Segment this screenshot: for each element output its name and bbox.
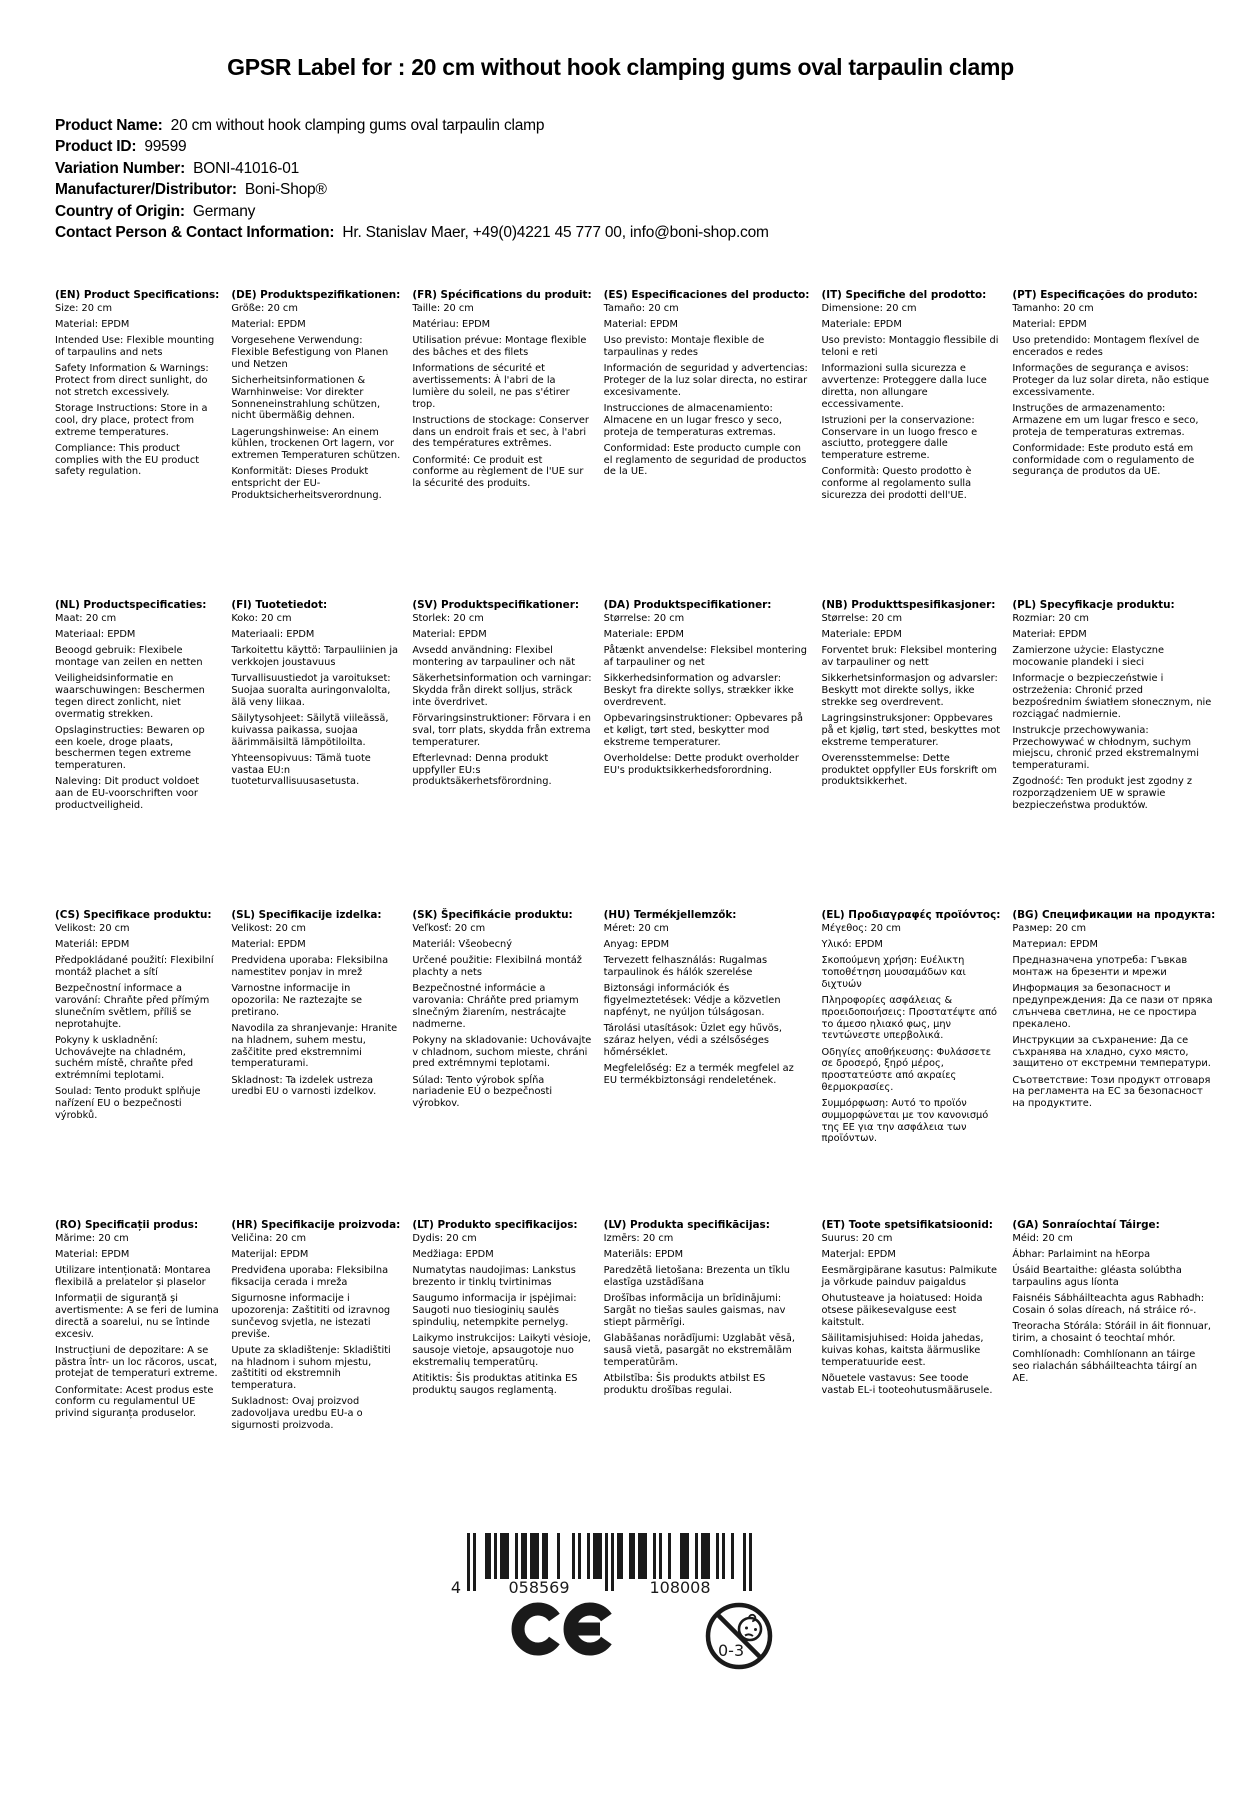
spec-paragraph: Uso previsto: Montaggio flessibile di teloni e reti <box>821 335 999 359</box>
spec-paragraph: Navodila za shranjevanje: Hranite na hladnem, suhem mestu, zaščitite pred ekstremnimi temperaturami. <box>231 1023 398 1070</box>
spec-paragraph: Съответствие: Този продукт отговаря на регламента на ЕС за безопасност на продуктите. <box>1012 1074 1211 1110</box>
spec-paragraph: Materiál: EPDM <box>55 939 130 951</box>
spec-paragraph: Instruções de armazenamento: Armazene em um lugar fresco e seco, proteja de temperaturas extremas. <box>1012 403 1199 438</box>
spec-block-heading: (NB) Produkttspesifikasjoner: <box>821 599 996 612</box>
ean13-barcode <box>439 1533 779 1597</box>
page-title: GPSR Label for : 20 cm without hook clamping gums oval tarpaulin clamp <box>227 54 1014 80</box>
spec-paragraph: Tárolási utasítások: Üzlet egy hűvös, száraz helyen, védi a szélsőséges hőmérséklet. <box>603 1023 783 1058</box>
spec-paragraph: Atitiktis: Šis produktas atitinka ES produktų saugos reglamentą. <box>412 1372 578 1396</box>
spec-paragraph: Material: EPDM <box>231 319 306 331</box>
spec-block <box>821 599 1000 909</box>
spec-paragraph: Soulad: Tento produkt splňuje nařízení EU o bezpečnosti výrobků. <box>55 1086 201 1121</box>
spec-paragraph: Οδηγίες αποθήκευσης: Φυλάσσετε σε δροσερό, ξηρό μέρος, προστατεύστε από ακραίες θερμοκρασίες. <box>821 1046 992 1093</box>
spec-paragraph: Информация за безопасност и предупреждения: Да се пази от пряка слънчева светлина, не се простира прекалено. <box>1012 983 1213 1030</box>
spec-block-body <box>231 923 400 1098</box>
spec-block <box>1012 289 1215 599</box>
spec-paragraph: Størrelse: 20 cm <box>821 612 902 624</box>
spec-paragraph: Conformité: Ce produit est conforme au règlement de l'UE sur la sécurité des produits. <box>412 454 584 490</box>
spec-paragraph: Anyag: EPDM <box>603 939 670 951</box>
spec-paragraph: Overensstemmelse: Dette produktet oppfyller EUs forskrift om produktsikkerhet. <box>821 752 997 788</box>
spec-block-body <box>412 923 591 1110</box>
spec-paragraph: Súlad: Tento výrobok spĺňa nariadenie EÚ o bezpečnosti výrobkov. <box>412 1074 553 1110</box>
spec-block-body <box>604 1233 810 1397</box>
spec-paragraph: Méret: 20 cm <box>603 922 669 934</box>
spec-paragraph: Mărime: 20 cm <box>55 1232 129 1244</box>
spec-block <box>604 599 810 909</box>
spec-paragraph: Tamaño: 20 cm <box>603 302 679 314</box>
spec-block-body <box>55 1233 219 1420</box>
spec-paragraph: Pokyny na skladovanie: Uchovávajte v chladnom, suchom mieste, chráni pred extrémnymi teplotami. <box>412 1034 592 1070</box>
spec-paragraph: Veiligheidsinformatie en waarschuwingen: Beschermen tegen direct zonlicht, niet overmatig strekken. <box>55 673 205 720</box>
spec-paragraph: Υλικό: EPDM <box>821 939 883 951</box>
spec-paragraph: Koko: 20 cm <box>231 612 292 624</box>
spec-paragraph: Zamierzone użycie: Elastyczne mocowanie plandeki i sieci <box>1012 645 1165 669</box>
spec-paragraph: Materiale: EPDM <box>603 629 685 641</box>
product-info-label: Country of Origin: <box>55 202 185 220</box>
spec-paragraph: Laikymo instrukcijos: Laikyti vėsioje, sausoje vietoje, apsaugotoje nuo ekstremalių temperatūrų. <box>412 1333 591 1368</box>
spec-paragraph: Förvaringsinstruktioner: Förvara i en sval, torr plats, skydda från extrema temperaturer. <box>412 713 591 748</box>
spec-block <box>1012 599 1215 909</box>
spec-block-heading: (FI) Tuotetiedot: <box>231 599 328 612</box>
spec-paragraph: Material: EPDM <box>55 319 130 331</box>
spec-paragraph: Sikkerhetsinformasjon og advarsler: Beskytt mot direkte sollys, ikke strekke seg overdrevent. <box>821 673 998 708</box>
spec-block-heading: (LV) Produkta specifikācijas: <box>603 1219 770 1232</box>
spec-paragraph: Materiale: EPDM <box>821 629 902 641</box>
spec-paragraph: Μέγεθος: 20 cm <box>821 922 901 934</box>
ce-mark-icon <box>510 1601 614 1657</box>
spec-paragraph: Predvidena uporaba: Fleksibilna namestitev ponjav in mrež <box>231 955 389 979</box>
spec-block-heading: (CS) Specifikace produktu: <box>55 909 212 922</box>
spec-block-heading: (EN) Product Specifications: <box>55 289 220 302</box>
product-info-value: Germany <box>192 202 256 220</box>
product-info <box>55 115 1186 243</box>
spec-block-body <box>231 1233 400 1432</box>
spec-paragraph: Instrukcje przechowywania: Przechowywać w chłodnym, suchym miejscu, chronić przed ekstremalnymi temperaturami. <box>1012 724 1199 772</box>
spec-paragraph: Izmērs: 20 cm <box>603 1232 674 1244</box>
spec-paragraph: Materiaal: EPDM <box>55 629 136 641</box>
spec-paragraph: Säilytysohjeet: Säilytä viileässä, kuivassa paikassa, suojaa äärimmäisiltä lämpötiloilta. <box>231 713 389 748</box>
spec-paragraph: Bezpečnostné informácie a varovania: Chráňte pred priamym slnečným žiarením, nestrácajte nadmerne. <box>412 983 579 1030</box>
spec-paragraph: Zgodność: Ten produkt jest zgodny z rozporządzeniem UE w sprawie bezpieczeństwa produktów. <box>1012 776 1193 811</box>
spec-paragraph: Opbevaringsinstruktioner: Opbevares på et køligt, tørt sted, beskytter mod ekstreme temperaturer. <box>603 713 804 748</box>
product-info-label: Product Name: <box>55 117 163 135</box>
spec-block-heading: (ET) Toote spetsifikatsioonid: <box>821 1219 993 1232</box>
spec-block <box>412 599 591 909</box>
spec-block <box>412 909 591 1219</box>
spec-block-heading: (NL) Productspecificaties: <box>55 599 207 612</box>
spec-paragraph: Bezpečnostní informace a varování: Chraňte před přímým slunečním světlem, příliš se neprotahujte. <box>55 983 210 1030</box>
spec-block-body <box>412 613 591 788</box>
spec-paragraph: Σκοπούμενη χρήση: Ευέλικτη τοποθέτηση μουσαμάδων και διχτυών <box>821 955 966 990</box>
spec-paragraph: Materiał: EPDM <box>1012 629 1087 641</box>
spec-paragraph: Συμμόρφωση: Αυτό το προϊόν συμμορφώνεται με τον κανονισμό της ΕΕ για την ασφάλεια των προϊόντων. <box>821 1098 989 1145</box>
spec-paragraph: Informații de siguranță și avertismente: A se feri de lumina directă a soarelui, nu se întinde excesiv. <box>55 1293 219 1340</box>
spec-paragraph: Yhteensopivuus: Tämä tuote vastaa EU:n tuoteturvallisuusasetusta. <box>231 752 371 788</box>
spec-paragraph: Maat: 20 cm <box>55 612 117 624</box>
spec-block-heading: (IT) Specifiche del prodotto: <box>821 289 987 302</box>
spec-block-body <box>55 923 219 1122</box>
spec-paragraph: Glabāšanas norādījumi: Uzglabāt vēsā, sausā vietā, pasargāt no ekstremālām temperatūrām. <box>603 1333 796 1368</box>
spec-paragraph: Varnostne informacije in opozorila: Ne raztezajte se pretirano. <box>231 983 363 1018</box>
spec-paragraph: Biztonsági információk és figyelmeztetések: Védje a közvetlen napfényt, ne nyúljon túlságosan. <box>603 983 781 1018</box>
spec-paragraph: Materiál: Všeobecný <box>412 939 513 951</box>
barcode-digits: 108008 <box>648 1578 711 1598</box>
spec-paragraph: Instrucțiuni de depozitare: A se păstra într- un loc răcoros, uscat, protejat de temperaturi extreme. <box>55 1344 218 1380</box>
spec-paragraph: Uso pretendido: Montagem flexível de encerados e redes <box>1012 335 1200 359</box>
product-info-label: Product ID: <box>55 138 137 156</box>
spec-paragraph: Sukladnost: Ovaj proizvod zadovoljava uredbu EU-a o sigurnosti proizvoda. <box>231 1396 363 1431</box>
spec-block <box>604 289 810 599</box>
spec-paragraph: Size: 20 cm <box>55 302 113 314</box>
spec-paragraph: Drošības informācija un brīdinājumi: Sargāt no tiešas saules gaismas, nav stiept pārmērīgi. <box>603 1293 786 1328</box>
spec-paragraph: Nõuetele vastavus: See toode vastab EL-i tooteohutusmäärusele. <box>821 1372 993 1396</box>
spec-paragraph: Treoracha Stórála: Stóráil in áit fionnuar, tirim, a chosaint ó teochtaí mhór. <box>1012 1321 1212 1345</box>
spec-block-body <box>821 923 1000 1145</box>
spec-paragraph: Předpokládané použití: Flexibilní montáž plachet a sítí <box>55 955 214 979</box>
spec-paragraph: Πληροφορίες ασφάλειας & προειδοποιήσεις: Προστατέψτε από το άμεσο ηλιακό φως, μην τεντώνεστε υπερβολικά. <box>821 995 998 1042</box>
spec-block-body <box>1012 303 1215 478</box>
spec-paragraph: Velikost: 20 cm <box>55 922 130 934</box>
spec-block <box>604 1219 810 1529</box>
spec-paragraph: Conformitate: Acest produs este conform cu regulamentul UE privind siguranța produselor. <box>55 1384 214 1420</box>
spec-block-body <box>1012 923 1215 1110</box>
spec-paragraph: Upute za skladištenje: Skladištiti na hladnom i suhom mjestu, zaštititi od ekstremnih temperatura. <box>231 1344 391 1392</box>
spec-block-body <box>231 613 400 788</box>
spec-block-body <box>604 613 810 777</box>
age-warning-label: 0-3 <box>718 1641 745 1661</box>
spec-paragraph: Materijal: EPDM <box>231 1249 309 1261</box>
spec-block <box>1012 1219 1215 1529</box>
spec-paragraph: Utilizare intenționată: Montarea flexibilă a prelatelor și plaselor <box>55 1265 211 1289</box>
spec-paragraph: Matériau: EPDM <box>412 319 491 331</box>
spec-paragraph: Conformidad: Este producto cumple con el reglamento de seguridad de productos de la UE. <box>603 442 807 478</box>
spec-paragraph: Размер: 20 cm <box>1012 922 1087 934</box>
spec-paragraph: Materiale: EPDM <box>821 319 902 331</box>
spec-paragraph: Utilisation prévue: Montage flexible des bâches et des filets <box>412 335 587 359</box>
spec-paragraph: Pokyny k uskladnění: Uchovávejte na chladném, suchém místě, chraňte před extrémními teplotami. <box>55 1034 194 1082</box>
spec-paragraph: Saugumo informacija ir įspėjimai: Saugoti nuo tiesioginių saulės spindulių, netempkite pernelyg. <box>412 1293 577 1328</box>
spec-block-heading: (LT) Produkto specifikacijos: <box>412 1219 578 1232</box>
spec-block-heading: (ES) Especificaciones del producto: <box>603 289 810 302</box>
spec-paragraph: Storage Instructions: Store in a cool, dry place, protect from extreme temperatures. <box>55 403 208 438</box>
spec-paragraph: Tamanho: 20 cm <box>1012 302 1094 314</box>
spec-paragraph: Tarkoitettu käyttö: Tarpauliinien ja verkkojen joustavuus <box>231 645 399 669</box>
spec-paragraph: Dydis: 20 cm <box>412 1232 477 1244</box>
spec-block <box>55 289 219 599</box>
spec-paragraph: Comhlíonadh: Comhlíonann an táirge seo rialachán sábháilteachta táirgí an AE. <box>1012 1349 1198 1384</box>
spec-block-body <box>231 303 400 502</box>
spec-block-heading: (BG) Спецификации на продукта: <box>1012 909 1216 922</box>
spec-paragraph: Intended Use: Flexible mounting of tarpaulins and nets <box>55 335 215 359</box>
spec-block-body <box>821 303 1000 502</box>
spec-paragraph: Sigurnosne informacije i upozorenja: Zaštititi od izravnog sunčevog svjetla, ne istezati previše. <box>231 1293 391 1340</box>
spec-paragraph: Conformidade: Este produto está em conformidade com o regulamento de segurança de produtos da UE. <box>1012 442 1195 478</box>
language-spec-grid <box>55 289 1216 1529</box>
spec-paragraph: Predviđena uporaba: Fleksibilna fiksacija cerada i mreža <box>231 1265 389 1289</box>
spec-paragraph: Material: EPDM <box>603 319 678 331</box>
spec-paragraph: Turvallisuustiedot ja varoitukset: Suojaa suoralta auringonvalolta, älä veny liikaa. <box>231 673 391 708</box>
age-warning-0-3-icon <box>704 1601 774 1671</box>
spec-block-heading: (SV) Produktspecifikationer: <box>412 599 579 612</box>
spec-block-heading: (SK) Špecifikácie produktu: <box>412 909 573 922</box>
spec-paragraph: Istruzioni per la conservazione: Conservare in un luogo fresco e asciutto, proteggere dalle temperature estreme. <box>821 414 978 462</box>
spec-paragraph: Ábhar: Parlaimint na hEorpa <box>1012 1249 1151 1261</box>
spec-paragraph: Material: EPDM <box>55 1249 130 1261</box>
spec-paragraph: Conformità: Questo prodotto è conforme al regolamento sulla sicurezza dei prodotti dell'UE. <box>821 466 972 501</box>
spec-paragraph: Compliance: This product complies with the EU product safety regulation. <box>55 442 200 478</box>
spec-block-heading: (GA) Sonraíochtaí Táirge: <box>1012 1219 1160 1232</box>
spec-block <box>55 1219 219 1529</box>
spec-paragraph: Säkerhetsinformation och varningar: Skydda från direkt solljus, sträck inte överdrivet. <box>412 673 592 708</box>
spec-block-heading: (PT) Especificações do produto: <box>1012 289 1198 302</box>
spec-block <box>1012 909 1215 1219</box>
product-info-row <box>55 136 1186 157</box>
spec-paragraph: Rozmiar: 20 cm <box>1012 612 1089 624</box>
spec-block-body <box>412 1233 591 1397</box>
product-info-label: Variation Number: <box>55 159 186 177</box>
spec-paragraph: Lagerungshinweise: An einem kühlen, trockenen Ort lagern, vor extremen Temperaturen schützen. <box>231 426 401 462</box>
spec-block <box>821 289 1000 599</box>
spec-paragraph: Lagringsinstruksjoner: Oppbevares på et kjølig, tørt sted, beskyttes mot ekstreme temperaturer. <box>821 713 1001 748</box>
spec-paragraph: Informacje o bezpieczeństwie i ostrzeżenia: Chronić przed bezpośrednim światłem słonecznym, nie rozciągać nadmiernie. <box>1012 673 1212 720</box>
spec-paragraph: Overholdelse: Dette produkt overholder EU's produktsikkerhedsforordning. <box>603 752 799 776</box>
spec-block-heading: (EL) Προδιαγραφές προϊόντος: <box>821 909 1001 922</box>
spec-paragraph: Paredzētā lietošana: Brezenta un tīklu elastīga uzstādīšana <box>603 1265 790 1289</box>
spec-paragraph: Efterlevnad: Denna produkt uppfyller EU:s produktsäkerhetsförordning. <box>412 752 552 788</box>
spec-paragraph: Información de seguridad y advertencias: Proteger de la luz solar directa, no estirar excesivamente. <box>603 363 808 398</box>
spec-block-body <box>821 1233 1000 1397</box>
spec-paragraph: Uso previsto: Montaje flexible de tarpaulinas y redes <box>603 335 765 359</box>
spec-paragraph: Материал: EPDM <box>1012 939 1098 951</box>
spec-paragraph: Sikkerhedsinformation og advarsler: Beskyt fra direkte sollys, strækker ikke overdrevent. <box>603 673 794 708</box>
spec-paragraph: Storlek: 20 cm <box>412 612 484 624</box>
spec-paragraph: Material: EPDM <box>412 629 487 641</box>
spec-block-body <box>55 303 219 478</box>
product-info-row <box>55 179 1186 200</box>
spec-block-heading: (PL) Specyfikacje produktu: <box>1012 599 1175 612</box>
spec-block-body <box>1012 1233 1215 1385</box>
spec-block <box>231 909 400 1219</box>
spec-paragraph: Informações de segurança e avisos: Proteger da luz solar direta, não estique excessivamente. <box>1012 363 1210 398</box>
spec-block-heading: (SL) Specifikacije izdelka: <box>231 909 382 922</box>
spec-block <box>604 909 810 1219</box>
spec-paragraph: Avsedd användning: Flexibel montering av tarpauliner och nät <box>412 645 576 669</box>
spec-block-body <box>412 303 591 490</box>
spec-paragraph: Safety Information & Warnings: Protect from direct sunlight, do not stretch excessively. <box>55 363 209 398</box>
barcode-digits: 058569 <box>507 1578 570 1598</box>
compliance-symbols <box>510 1601 1186 1671</box>
spec-paragraph: Skladnost: Ta izdelek ustreza uredbi EU o varnosti izdelkov. <box>231 1074 377 1098</box>
spec-paragraph: Material: EPDM <box>1012 319 1087 331</box>
spec-paragraph: Sicherheitsinformationen & Warnhinweise: Vor direkter Sonneneinstrahlung schützen, nicht übermäßig dehnen. <box>231 375 381 422</box>
spec-block <box>231 1219 400 1529</box>
spec-paragraph: Größe: 20 cm <box>231 302 298 314</box>
spec-block-heading: (RO) Specificații produs: <box>55 1219 199 1232</box>
spec-paragraph: Tervezett felhasználás: Rugalmas tarpaulinok és hálók szerelése <box>603 955 768 979</box>
spec-paragraph: Veľkosť: 20 cm <box>412 922 486 934</box>
spec-block-heading: (FR) Spécifications du produit: <box>412 289 592 302</box>
spec-paragraph: Säilitamisjuhised: Hoida jahedas, kuivas kohas, kaitsta äärmuslike temperatuuride eest. <box>821 1333 984 1368</box>
product-info-value: Hr. Stanislav Maer, +49(0)4221 45 777 00, info@boni-shop.com <box>342 223 769 241</box>
spec-paragraph: Ohutusteave ja hoiatused: Hoida otsese päikesevalguse eest kaitstult. <box>821 1293 983 1328</box>
spec-paragraph: Påtænkt anvendelse: Fleksibel montering af tarpauliner og net <box>603 645 807 669</box>
spec-paragraph: Opslaginstructies: Bewaren op een koele, droge plaats, beschermen tegen extreme temperaturen. <box>55 724 205 772</box>
spec-paragraph: Инструкции за съхранение: Да се съхранява на хладно, сухо място, защитено от екстремни температури. <box>1012 1034 1211 1070</box>
spec-paragraph: Numatytas naudojimas: Lankstus brezento ir tinklų tvirtinimas <box>412 1265 576 1289</box>
spec-paragraph: Material: EPDM <box>231 939 306 951</box>
spec-paragraph: Størrelse: 20 cm <box>603 612 685 624</box>
spec-paragraph: Úsáid Beartaithe: gléasta solúbtha tarpaulins agus líonta <box>1012 1265 1182 1289</box>
spec-paragraph: Méid: 20 cm <box>1012 1232 1073 1244</box>
spec-paragraph: Konformität: Dieses Produkt entspricht der EU-Produktsicherheitsverordnung. <box>231 466 382 501</box>
spec-paragraph: Megfelelőség: Ez a termék megfelel az EU termékbiztonsági rendeletének. <box>603 1062 794 1086</box>
spec-block <box>821 909 1000 1219</box>
spec-paragraph: Materiaali: EPDM <box>231 629 315 641</box>
product-info-value: 20 cm without hook clamping gums oval tarpaulin clamp <box>170 117 545 135</box>
spec-block-heading: (DA) Produktspecifikationer: <box>603 599 772 612</box>
spec-paragraph: Veličina: 20 cm <box>231 1232 307 1244</box>
product-info-value: Boni-Shop® <box>244 181 327 199</box>
spec-block <box>412 1219 591 1529</box>
spec-block-body <box>821 613 1000 788</box>
spec-paragraph: Velikost: 20 cm <box>231 922 306 934</box>
spec-block <box>55 909 219 1219</box>
spec-block <box>231 289 400 599</box>
spec-paragraph: Medžiaga: EPDM <box>412 1249 494 1261</box>
spec-block-heading: (HU) Termékjellemzők: <box>603 909 737 922</box>
spec-paragraph: Materiāls: EPDM <box>603 1249 684 1261</box>
spec-paragraph: Taille: 20 cm <box>412 302 474 314</box>
product-info-row <box>55 201 1186 222</box>
product-info-row <box>55 115 1186 136</box>
spec-paragraph: Faisnéis Sábháilteachta agus Rabhadh: Cosain ó solas díreach, ná stráice ró-. <box>1012 1293 1205 1317</box>
spec-block-body <box>1012 613 1215 812</box>
product-info-label: Contact Person & Contact Information: <box>55 223 335 241</box>
spec-block <box>55 599 219 909</box>
product-info-value: BONI-41016-01 <box>193 159 300 177</box>
barcode-digits: 4 <box>450 1578 461 1598</box>
spec-block <box>231 599 400 909</box>
product-info-row <box>55 158 1186 179</box>
product-info-label: Manufacturer/Distributor: <box>55 181 237 199</box>
spec-paragraph: Instrucciones de almacenamiento: Almacene en un lugar fresco y seco, proteja de temperaturas extremas. <box>603 403 783 438</box>
spec-paragraph: Informations de sécurité et avertissements: À l'abri de la lumière du soleil, ne pas s'étirer trop. <box>412 363 570 410</box>
spec-block <box>412 289 591 599</box>
spec-block-body <box>604 923 810 1087</box>
spec-paragraph: Vorgesehene Verwendung: Flexible Befestigung von Planen und Netzen <box>231 335 389 370</box>
spec-paragraph: Forventet bruk: Fleksibel montering av tarpauliner og nett <box>821 645 997 669</box>
gpsr-label-page <box>0 52 1241 1671</box>
spec-block-heading: (DE) Produktspezifikationen: <box>231 289 401 302</box>
spec-paragraph: Suurus: 20 cm <box>821 1232 893 1244</box>
spec-block-heading: (HR) Specifikacije proizvoda: <box>231 1219 401 1232</box>
spec-paragraph: Dimensione: 20 cm <box>821 302 917 314</box>
spec-paragraph: Materjal: EPDM <box>821 1249 896 1261</box>
product-info-value: 99599 <box>144 138 187 156</box>
spec-paragraph: Eesmärgipärane kasutus: Palmikute ja võrkude painduv paigaldus <box>821 1265 998 1289</box>
spec-paragraph: Atbilstība: Šis produkts atbilst ES produktu drošības regulai. <box>603 1372 766 1396</box>
spec-paragraph: Určené použitie: Flexibilná montáž plachty a nets <box>412 955 582 979</box>
product-info-row <box>55 222 1186 243</box>
spec-paragraph: Beoogd gebruik: Flexibele montage van zeilen en netten <box>55 645 203 669</box>
spec-paragraph: Informazioni sulla sicurezza e avvertenze: Proteggere dalla luce diretta, non allungare eccessivamente. <box>821 363 987 410</box>
spec-block-body <box>604 303 810 478</box>
spec-paragraph: Naleving: Dit product voldoet aan de EU-voorschriften voor productveiligheid. <box>55 776 200 811</box>
spec-block-body <box>55 613 219 812</box>
spec-paragraph: Предназначена употреба: Гъвкав монтаж на брезенти и мрежи <box>1012 955 1188 979</box>
spec-block <box>821 1219 1000 1529</box>
spec-paragraph: Instructions de stockage: Conserver dans un endroit frais et sec, à l'abri des températures extrêmes. <box>412 414 589 450</box>
